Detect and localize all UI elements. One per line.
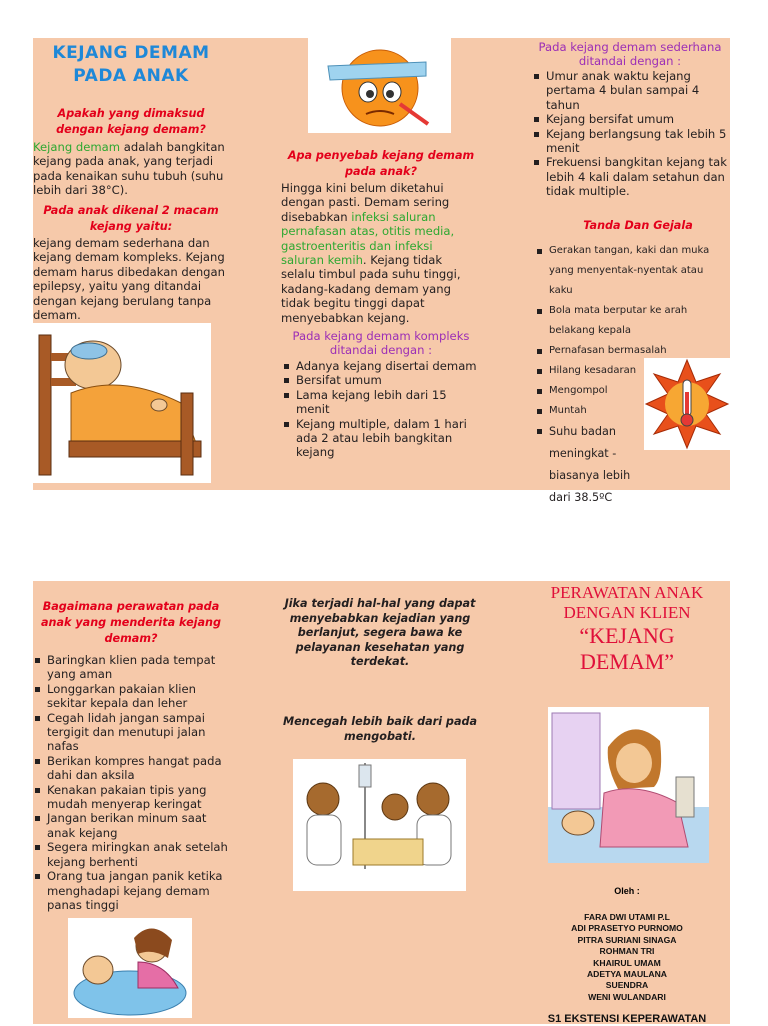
simple-list xyxy=(532,69,728,199)
question-definition: Apakah yang dimaksud dengan kejang demam? xyxy=(56,107,206,136)
author-name: SUENDRA xyxy=(605,980,649,991)
main-title: KEJANG DEMAM PADA ANAK xyxy=(52,43,210,86)
list-item: Lama kejang lebih dari 15 menit xyxy=(296,388,478,417)
infection-list: infeksi saluran pernafasan atas, otitis media, gastroenteritis dan infeksi saluran kemih xyxy=(281,209,455,268)
author-name: FARA DWI UTAMI P.L xyxy=(584,912,670,922)
list-item: Berikan kompres hangat pada dahi dan aksila xyxy=(47,754,229,783)
list-item: Hilang kesadaran xyxy=(549,361,727,381)
simple-heading: Pada kejang demam sederhana ditandai dengan : xyxy=(538,40,722,69)
care-list xyxy=(33,653,229,912)
question-care: Bagaimana perawatan pada anak yang menderita kejang demam? xyxy=(40,600,222,645)
list-item: Kejang bersifat umum xyxy=(546,112,728,126)
list-item: Pernafasan bermasalah xyxy=(549,341,727,361)
list-item: Suhu badan meningkat - biasanya lebih dari 38.5ºC xyxy=(549,421,637,509)
author-name: WENI WULANDARI xyxy=(588,991,666,1002)
author-name: KHAIRUL UMAM xyxy=(593,957,661,968)
list-item: Bersifat umum xyxy=(296,373,478,387)
list-item: Bola mata berputar ke arah belakang kepala xyxy=(549,301,727,341)
definition-text: Kejang demam adalah bangkitan kejang pada anak, yang terjadi pada kenaikan suhu tubuh (suhu lebih dari 38°C). xyxy=(33,140,225,198)
types-text: kejang demam sederhana dan kejang demam kompleks. Kejang demam harus dibedakan dengan epilepsy, yaitu yang ditandai dengan kejang berulang tanpa demam. xyxy=(33,236,225,323)
mother-child-illustration xyxy=(68,918,192,1018)
study-program: S1 EKSTENSI KEPERAWATAN xyxy=(547,1013,707,1025)
list-item: Kenakan pakaian tipis yang mudah menyerap keringat xyxy=(47,783,229,812)
list-item: Cegah lidah jangan sampai tergigit dan menutupi jalan nafas xyxy=(47,711,229,754)
author-by: Oleh : xyxy=(614,886,640,896)
cause-text: Hingga kini belum diketahui dengan pasti. Demam sering disebabkan infeksi saluran pernafasan atas, otitis media, gastroenteritis dan infeksi saluran kemih. Kejang tidak selalu timbul pada suhu tinggi, kadang-kadang demam yang tidak begitu tinggi dapat menyebabkan kejang. xyxy=(281,181,461,325)
teddy-bears-illustration xyxy=(293,759,466,891)
advice-text: Jika terjadi hal-hal yang dapat menyebabkan kejadian yang berlanjut, segera bawa ke pelayanan kesehatan yang terdekat. xyxy=(284,597,476,669)
author-name: ADI PRASETYO PURNOMO xyxy=(571,923,683,934)
list-item: Umur anak waktu kejang pertama 4 bulan sampai 4 tahun xyxy=(546,69,728,112)
fever-face-illustration xyxy=(308,38,451,133)
question-types: Pada anak dikenal 2 macam kejang yaitu: xyxy=(43,204,219,233)
author-list xyxy=(522,912,732,1003)
signs-heading: Tanda Dan Gejala xyxy=(583,219,693,232)
list-item: Muntah xyxy=(549,401,727,421)
list-item: Segera miringkan anak setelah kejang berhenti xyxy=(47,840,228,869)
list-item: Orang tua jangan panik ketika menghadapi kejang demam panas tinggi xyxy=(47,869,229,912)
author-name: PITRA SURIANI SINAGA xyxy=(577,934,677,945)
author-name: ROHMAN TRI xyxy=(599,946,655,957)
mother-caring-child-illustration xyxy=(548,707,709,863)
definition-term: Kejang demam xyxy=(33,140,121,154)
question-cause: Apa penyebab kejang demam pada anak? xyxy=(287,149,475,178)
motto-text: Mencegah lebih baik dari pada mengobati. xyxy=(282,715,478,743)
complex-list xyxy=(282,359,478,460)
list-item: Jangan berikan minum saat anak kejang xyxy=(47,811,229,840)
complex-heading: Pada kejang demam kompleks ditandai dengan : xyxy=(292,329,470,358)
thermometer-sun-illustration xyxy=(644,358,730,450)
cover-title: PERAWATAN ANAK DENGAN KLIEN “KEJANG DEMAM” xyxy=(550,583,704,674)
author-name: ADETYA MAULANA xyxy=(586,969,668,980)
list-item: Kejang berlangsung tak lebih 5 menit xyxy=(546,126,727,156)
list-item: Frekuensi bangkitan kejang tak lebih 4 kali dalam setahun dan tidak multiple. xyxy=(546,155,727,199)
list-item: Adanya kejang disertai demam xyxy=(296,359,477,373)
sick-child-bed-illustration xyxy=(31,323,211,483)
list-item: Kejang multiple, dalam 1 hari ada 2 atau lebih bangkitan kejang xyxy=(296,417,478,460)
list-item: Mengompol xyxy=(549,381,727,401)
list-item: Longgarkan pakaian klien sekitar kepala dan leher xyxy=(47,682,229,711)
list-item: Gerakan tangan, kaki dan muka yang menyentak-nyentak atau kaku xyxy=(549,241,727,301)
list-item: Baringkan klien pada tempat yang aman xyxy=(47,653,229,682)
